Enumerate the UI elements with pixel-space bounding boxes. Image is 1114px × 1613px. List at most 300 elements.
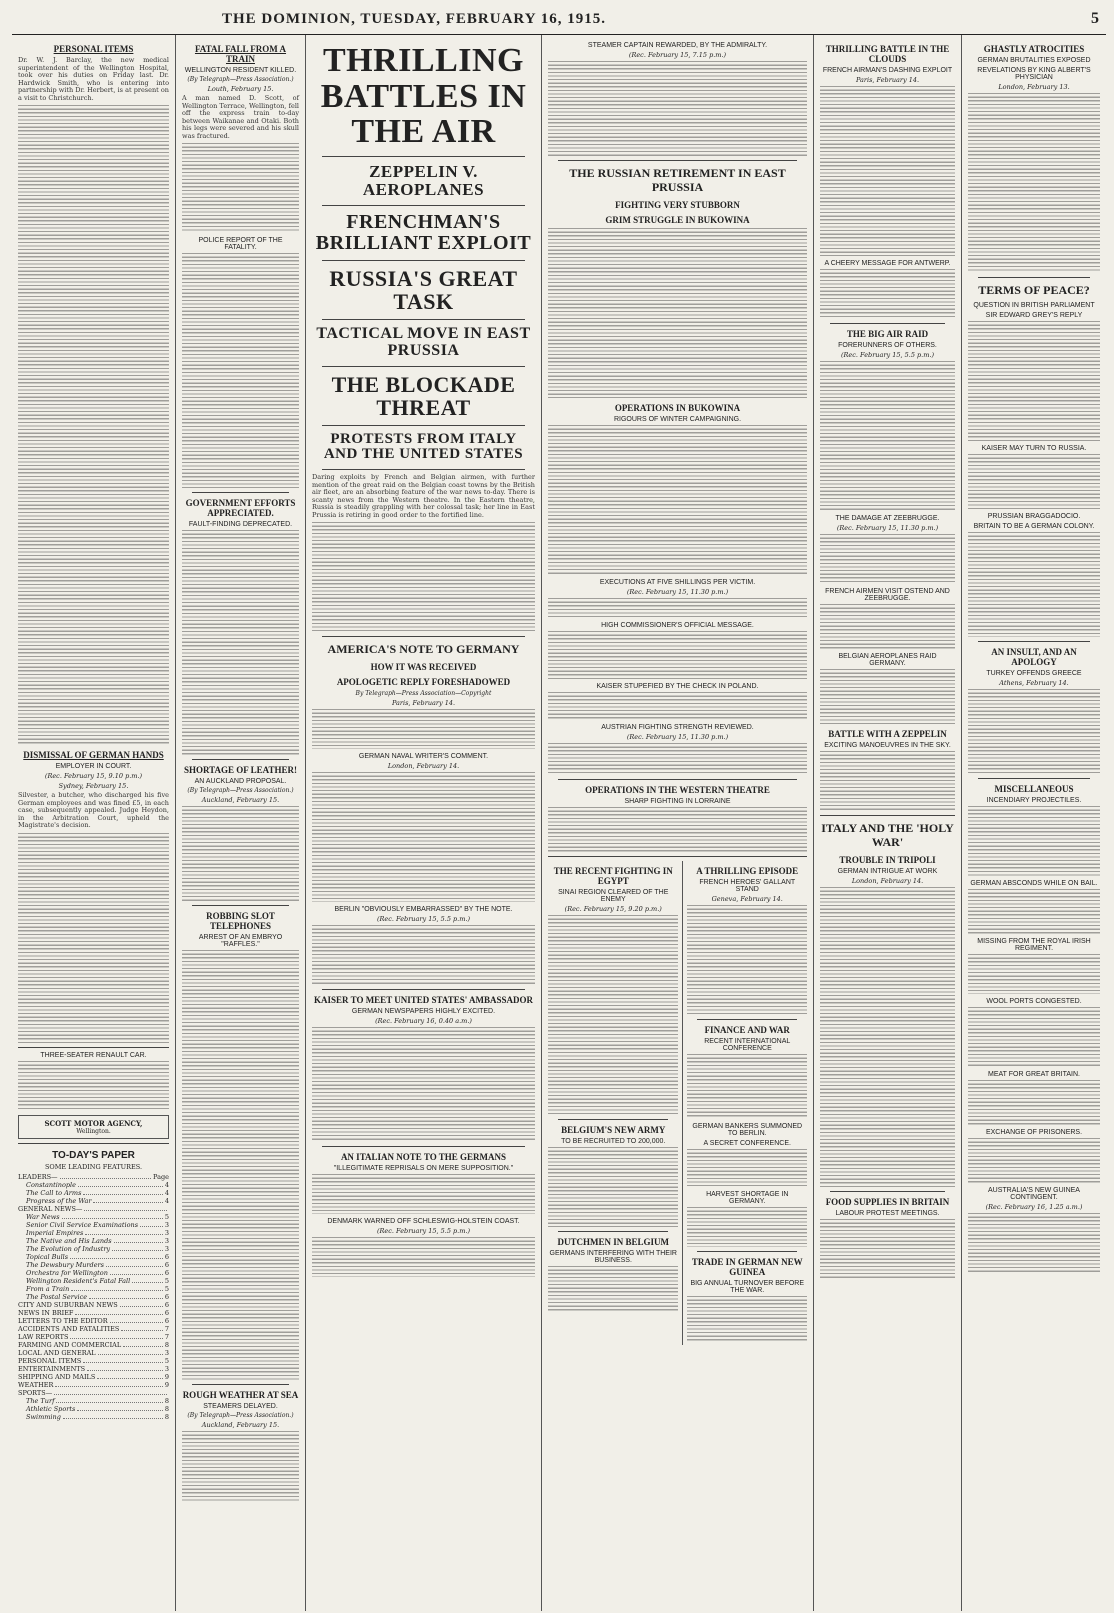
article-body bbox=[548, 598, 807, 618]
leader-dots bbox=[63, 1413, 163, 1419]
contents-entry-label: Orchestra for Wellington bbox=[26, 1268, 108, 1277]
sinai-heading: SINAI REGION CLEARED OF THE ENEMY bbox=[558, 888, 669, 903]
finance-war-heading: FINANCE AND WAR bbox=[704, 1024, 790, 1035]
agency-line: (By Telegraph—Press Association.) bbox=[187, 787, 294, 794]
article-body bbox=[820, 604, 955, 649]
article-body bbox=[312, 709, 535, 749]
article-body bbox=[548, 425, 807, 575]
article-body bbox=[18, 105, 169, 745]
divider bbox=[322, 989, 525, 990]
contents-entry-page: Page bbox=[153, 1172, 169, 1181]
contents-entry-page: 8 bbox=[164, 1340, 169, 1349]
dateline-place: London, February 14. bbox=[387, 762, 460, 771]
masthead bbox=[12, 4, 1106, 35]
contents-entry-label: NEWS IN BRIEF bbox=[18, 1308, 74, 1317]
america-note-heading: AMERICA'S NOTE TO GERMANY bbox=[327, 642, 520, 657]
contents-entry-page: 3 bbox=[164, 1244, 169, 1253]
contents-entry-label: LOCAL AND GENERAL bbox=[18, 1348, 96, 1357]
contents-entry-label: The Postal Service bbox=[26, 1292, 88, 1301]
tripoli-heading: TROUBLE IN TRIPOLI bbox=[839, 854, 936, 865]
leader-dots bbox=[84, 1205, 167, 1211]
divider bbox=[978, 277, 1090, 278]
divider bbox=[978, 641, 1090, 642]
contents-entry-label: LETTERS TO THE EDITOR bbox=[18, 1316, 108, 1325]
contents-entry bbox=[18, 1381, 169, 1389]
column-atrocities bbox=[962, 35, 1106, 1611]
divider bbox=[322, 469, 525, 470]
article-body bbox=[312, 1027, 535, 1142]
terms-peace-heading: TERMS OF PEACE? bbox=[978, 283, 1090, 297]
motor-advert bbox=[18, 1115, 169, 1139]
divider bbox=[322, 636, 525, 637]
article-body bbox=[312, 1237, 535, 1277]
australia-guinea-heading: AUSTRALIA'S NEW GUINEA CONTINGENT. bbox=[988, 1186, 1080, 1201]
french-exploit-heading: FRENCH AIRMAN'S DASHING EXPLOIT bbox=[822, 67, 953, 74]
war-summary: Daring exploits by French and Belgian airmen, with further mention of the great raid on the Belgian coast towns by the British air fleet, are an absorbing feature of the war news to-day. There is scanty news from the Western theatre. In the Eastern theatre, Russia is steadily grappling with her colossal task; her line in East Prussia is retiring in good order to the fortified line. bbox=[312, 473, 535, 519]
contents-entry-label: SHIPPING AND MAILS bbox=[18, 1372, 96, 1381]
belgium-sub-heading: TO BE RECRUITED TO 200,000. bbox=[561, 1137, 666, 1145]
leader-dots bbox=[62, 1213, 163, 1219]
article-body bbox=[182, 950, 299, 1380]
contents-entry bbox=[18, 1357, 169, 1365]
berlin-heading: BERLIN "OBVIOUSLY EMBARRASSED" BY THE NOTE. bbox=[334, 906, 513, 914]
contents-entry bbox=[18, 1309, 169, 1317]
article-body bbox=[182, 530, 299, 755]
leader-dots bbox=[114, 1237, 163, 1243]
dateline-place: Geneva, February 14. bbox=[711, 894, 783, 903]
contents-entry-label: Wellington Resident's Fatal Fall bbox=[26, 1276, 131, 1285]
damage-heading: THE DAMAGE AT ZEEBRUGGE. bbox=[835, 515, 940, 522]
leader-dots bbox=[78, 1181, 163, 1187]
fatal-fall-subheading: WELLINGTON RESIDENT KILLED. bbox=[184, 67, 297, 74]
dateline: (Rec. February 15, 5.5 p.m.) bbox=[376, 915, 471, 924]
contents-entry-label: Constantinople bbox=[26, 1180, 76, 1189]
divider bbox=[322, 425, 525, 426]
divider bbox=[322, 1146, 525, 1147]
steamer-captain-heading: STEAMER CAPTAIN REWARDED, BY THE ADMIRALTY. bbox=[587, 42, 768, 49]
advert-title: SCOTT MOTOR AGENCY, bbox=[44, 1118, 143, 1128]
personal-intro: Dr. W. J. Barclay, the new medical superintendent of the Wellington Hospital, took over his duties on Friday last. Dr. Hardwick Smith, who is entering into partnership with Dr. Herbert, is at present on a visit to Christchurch. bbox=[18, 56, 169, 102]
dutchmen-sub-heading: GERMANS INTERFERING WITH THEIR BUSINESS. bbox=[549, 1249, 677, 1264]
egypt-heading: THE RECENT FIGHTING IN EGYPT bbox=[553, 865, 673, 886]
contents-entry-label: The Dewsbury Murders bbox=[26, 1260, 104, 1269]
dateline-place: Auckland, February 15. bbox=[201, 796, 280, 804]
dateline: (Rec. February 15, 5.5 p.m.) bbox=[376, 1227, 471, 1236]
naval-writer-heading: GERMAN NAVAL WRITER'S COMMENT. bbox=[358, 753, 489, 761]
contents-entry-label: Athletic Sports bbox=[26, 1404, 76, 1413]
denmark-heading: DENMARK WARNED OFF SCHLESWIG-HOLSTEIN COAST. bbox=[327, 1218, 520, 1226]
article-body bbox=[548, 807, 807, 852]
kaiser-russia-heading: KAISER MAY TURN TO RUSSIA. bbox=[981, 444, 1087, 452]
misc-heading: MISCELLANEOUS bbox=[994, 783, 1074, 794]
leader-dots bbox=[120, 1301, 163, 1307]
leader-dots bbox=[89, 1293, 163, 1299]
main-headline: THRILLING BATTLES IN THE AIR bbox=[320, 42, 527, 151]
article-body bbox=[968, 1080, 1100, 1125]
contents-entry-page: 6 bbox=[164, 1300, 169, 1309]
todays-paper-heading: TO-DAY'S PAPER bbox=[52, 1149, 135, 1161]
contents-entry-label: ACCIDENTS AND FATALITIES bbox=[18, 1324, 120, 1333]
grim-struggle-heading: GRIM STRUGGLE IN BUKOWINA bbox=[605, 214, 750, 225]
prussian-heading: PRUSSIAN BRAGGADOCIO. bbox=[987, 512, 1081, 520]
leader-dots bbox=[56, 1397, 162, 1403]
article-body bbox=[312, 925, 535, 985]
divider bbox=[192, 759, 289, 760]
leader-dots bbox=[123, 1341, 163, 1347]
contents-entry bbox=[18, 1341, 169, 1349]
dateline-place: Athens, February 14. bbox=[999, 678, 1069, 687]
contents-entry bbox=[18, 1317, 169, 1325]
contents-entry bbox=[18, 1293, 169, 1301]
dateline-place: Paris, February 14. bbox=[855, 76, 920, 84]
leader-dots bbox=[112, 1245, 163, 1251]
contents-entry bbox=[18, 1245, 169, 1253]
employer-subheading: EMPLOYER IN COURT. bbox=[55, 763, 132, 770]
contents-entry bbox=[18, 1197, 169, 1205]
forerunners-heading: FORERUNNERS OF OTHERS. bbox=[838, 342, 937, 349]
contents-entry-page: 8 bbox=[164, 1404, 169, 1413]
leader-dots bbox=[83, 1189, 162, 1195]
contents-entry bbox=[18, 1333, 169, 1341]
leader-dots bbox=[70, 1253, 163, 1259]
leader-dots bbox=[110, 1317, 163, 1323]
dateline-place: Louth, February 15. bbox=[207, 85, 274, 93]
leader-dots bbox=[71, 1285, 163, 1291]
contents-entry bbox=[18, 1221, 169, 1229]
divider bbox=[830, 1191, 945, 1192]
contents-entry-page: 3 bbox=[164, 1364, 169, 1373]
leader-dots bbox=[85, 1229, 162, 1235]
article-body bbox=[312, 522, 535, 632]
divider bbox=[18, 1143, 169, 1144]
fighting-stubborn-heading: FIGHTING VERY STUBBORN bbox=[615, 199, 740, 210]
absconds-heading: GERMAN ABSCONDS WHILE ON BAIL. bbox=[970, 879, 1098, 887]
column-personal bbox=[12, 35, 176, 1611]
article-body bbox=[820, 534, 955, 584]
column-war-news bbox=[306, 35, 542, 1611]
contents-entry bbox=[18, 1205, 169, 1213]
page-number: 5 bbox=[1091, 10, 1100, 27]
labour-heading: LABOUR PROTEST MEETINGS. bbox=[835, 1209, 940, 1217]
kaiser-heading: KAISER TO MEET UNITED STATES' AMBASSADOR bbox=[314, 995, 533, 1006]
contents-entry-label: GENERAL NEWS— bbox=[18, 1204, 83, 1213]
article-body bbox=[548, 631, 807, 679]
fault-finding-subheading: FAULT-FINDING DEPRECATED. bbox=[188, 521, 293, 528]
leader-dots bbox=[83, 1357, 163, 1363]
contents-entry-label: From a Train bbox=[26, 1284, 70, 1293]
divider bbox=[322, 366, 525, 367]
ghastly-heading: GHASTLY ATROCITIES bbox=[983, 44, 1085, 54]
article-body bbox=[968, 532, 1100, 637]
leader-dots bbox=[87, 1365, 163, 1371]
contents-entry-page: 5 bbox=[164, 1276, 169, 1285]
leader-dots bbox=[106, 1261, 163, 1267]
divider bbox=[192, 1384, 289, 1385]
apologetic-heading: APOLOGETIC REPLY FORESHADOWED bbox=[336, 677, 511, 688]
contents-entry bbox=[18, 1181, 169, 1189]
dateline: (Rec. February 15, 7.15 p.m.) bbox=[628, 51, 727, 59]
divider bbox=[697, 1251, 797, 1252]
rigours-heading: RIGOURS OF WINTER CAMPAIGNING. bbox=[613, 415, 742, 423]
sub-columns bbox=[548, 861, 807, 1345]
leader-dots bbox=[97, 1373, 163, 1379]
reprisals-heading: "ILLEGITIMATE REPRISALS ON MERE SUPPOSITION." bbox=[333, 1165, 514, 1173]
contents-entry bbox=[18, 1325, 169, 1333]
contents-entry-label: Topical Bulls bbox=[26, 1252, 69, 1261]
turnover-heading: BIG ANNUAL TURNOVER BEFORE THE WAR. bbox=[690, 1279, 805, 1294]
leader-dots bbox=[77, 1405, 163, 1411]
dateline-place: London, February 14. bbox=[851, 876, 924, 885]
agency-line: (By Telegraph—Press Association.) bbox=[187, 76, 294, 83]
lorraine-heading: SHARP FIGHTING IN LORRAINE bbox=[624, 797, 731, 805]
article-body bbox=[968, 93, 1100, 273]
contents-entry-label: War News bbox=[26, 1212, 60, 1221]
leader-dots bbox=[55, 1381, 162, 1387]
fatal-fall-heading: FATAL FALL FROM A TRAIN bbox=[194, 44, 287, 64]
contents-entry-page: 4 bbox=[164, 1188, 169, 1197]
sub-column-right bbox=[683, 861, 807, 1345]
arrest-subheading: ARREST OF AN EMBRYO "RAFFLES." bbox=[198, 934, 283, 948]
contents-entry-label: ENTERTAINMENTS bbox=[18, 1364, 86, 1373]
headline-protests: PROTESTS FROM ITALY AND THE UNITED STATES bbox=[323, 430, 524, 463]
question-heading: QUESTION IN BRITISH PARLIAMENT bbox=[973, 301, 1095, 309]
personal-items-heading: PERSONAL ITEMS bbox=[53, 44, 134, 54]
article-body bbox=[968, 454, 1100, 509]
contents-entry-page: 4 bbox=[164, 1180, 169, 1189]
article-body bbox=[687, 1207, 807, 1247]
contents-entry-label: The Turf bbox=[26, 1396, 55, 1405]
thrilling-episode-heading: A THRILLING EPISODE bbox=[696, 865, 799, 876]
shortage-heading: SHORTAGE OF LEATHER! bbox=[183, 765, 298, 775]
contents-entry bbox=[18, 1349, 169, 1357]
divider bbox=[322, 156, 525, 157]
secret-conf-heading: A SECRET CONFERENCE. bbox=[703, 1139, 791, 1147]
belgium-army-heading: BELGIUM'S NEW ARMY bbox=[561, 1124, 666, 1135]
contents-entry bbox=[18, 1229, 169, 1237]
employer-text: Silvester, a butcher, who discharged his five German employees and was fined £5, in each case, subsequently appealed. Judge Heydon, in the Arbitration Court, upheld the Magistrate's decision. bbox=[18, 791, 169, 829]
wool-ports-heading: WOOL PORTS CONGESTED. bbox=[986, 997, 1082, 1005]
contents-entry bbox=[18, 1189, 169, 1197]
article-body bbox=[687, 1296, 807, 1341]
divider bbox=[322, 260, 525, 261]
dismissal-heading: DISMISSAL OF GERMAN HANDS bbox=[23, 750, 164, 760]
contents-entry-page: 6 bbox=[164, 1260, 169, 1269]
divider bbox=[192, 492, 289, 493]
headline-frenchman: FRENCHMAN'S BRILLIANT EXPLOIT bbox=[315, 210, 532, 254]
article-body bbox=[548, 61, 807, 156]
divider bbox=[558, 160, 797, 161]
contents-entry-page: 3 bbox=[164, 1348, 169, 1357]
contents-entry-page: 3 bbox=[164, 1236, 169, 1245]
contents-entry-page: 3 bbox=[164, 1228, 169, 1237]
french-heroes-heading: FRENCH HEROES' GALLANT STAND bbox=[699, 878, 796, 893]
article-body bbox=[548, 228, 807, 398]
dateline-place: Sydney, February 15. bbox=[58, 782, 129, 790]
divider bbox=[978, 778, 1090, 779]
contents-entry bbox=[18, 1237, 169, 1245]
contents-entry-page: 5 bbox=[164, 1212, 169, 1221]
contents-entry-page: 5 bbox=[164, 1284, 169, 1293]
contents-entry bbox=[18, 1253, 169, 1261]
article-body bbox=[820, 1219, 955, 1279]
contents-entry-page: 9 bbox=[164, 1380, 169, 1389]
fatal-fall-text: A man named D. Scott, of Wellington Terrace, Wellington, fell off the express train to-day between Waikanae and Otaki. Both his legs were severed and his skull was fractured. bbox=[182, 94, 299, 140]
insult-heading: AN INSULT, AND AN APOLOGY bbox=[991, 646, 1077, 667]
contents-entry bbox=[18, 1213, 169, 1221]
dutchmen-heading: DUTCHMEN IN BELGIUM bbox=[557, 1236, 669, 1247]
dateline: (Rec. February 15, 5.5 p.m.) bbox=[840, 351, 935, 359]
article-body bbox=[820, 669, 955, 724]
contents-entry bbox=[18, 1285, 169, 1293]
leader-dots bbox=[121, 1325, 163, 1331]
leader-dots bbox=[54, 1389, 167, 1395]
leader-dots bbox=[132, 1277, 163, 1283]
western-ops-heading: OPERATIONS IN THE WESTERN THEATRE bbox=[585, 784, 770, 795]
article-body bbox=[820, 86, 955, 256]
contents-entry bbox=[18, 1365, 169, 1373]
contents-entry-label: LEADERS— bbox=[18, 1172, 58, 1181]
contents-entry-label: Senior Civil Service Examinations bbox=[26, 1220, 139, 1229]
contents-entry-label: Imperial Empires bbox=[26, 1228, 84, 1237]
thrilling-clouds-heading: THRILLING BATTLE IN THE CLOUDS bbox=[825, 44, 950, 64]
article-body bbox=[968, 1007, 1100, 1067]
divider bbox=[322, 205, 525, 206]
ops-bukowina-heading: OPERATIONS IN BUKOWINA bbox=[614, 402, 741, 413]
article-body bbox=[968, 1213, 1100, 1273]
dateline-place: Auckland, February 15. bbox=[201, 1421, 280, 1429]
article-body bbox=[968, 1138, 1100, 1183]
contents-entry-label: PERSONAL ITEMS bbox=[18, 1356, 82, 1365]
contents-entry-label: Swimming bbox=[26, 1412, 61, 1421]
leader-dots bbox=[70, 1333, 162, 1339]
dateline-place: Paris, February 14. bbox=[391, 699, 456, 708]
contents-entry bbox=[18, 1277, 169, 1285]
contents-entry-label: SPORTS— bbox=[18, 1388, 53, 1397]
executions-heading: EXECUTIONS AT FIVE SHILLINGS PER VICTIM. bbox=[599, 578, 756, 586]
belgian-raid-heading: BELGIAN AEROPLANES RAID GERMANY. bbox=[838, 653, 937, 667]
incendiary-heading: INCENDIARY PROJECTILES. bbox=[986, 796, 1082, 804]
headline-zeppelin: ZEPPELIN V. AEROPLANES bbox=[362, 162, 485, 199]
article-body bbox=[18, 833, 169, 1043]
contents-entry bbox=[18, 1413, 169, 1421]
dateline: (Rec. February 15, 11.30 p.m.) bbox=[626, 587, 729, 596]
contents-list bbox=[18, 1173, 169, 1421]
divider bbox=[192, 905, 289, 906]
divider bbox=[558, 779, 797, 780]
article-body bbox=[548, 1147, 678, 1227]
article-body bbox=[968, 954, 1100, 994]
contents-entry-label: CITY AND SUBURBAN NEWS bbox=[18, 1300, 118, 1309]
article-body bbox=[820, 751, 955, 811]
dateline-place: London, February 13. bbox=[998, 83, 1070, 91]
divider bbox=[697, 1019, 797, 1020]
contents-entry-page: 6 bbox=[164, 1252, 169, 1261]
masthead-title: THE DOMINION, TUESDAY, FEBRUARY 16, 1915. bbox=[222, 10, 607, 27]
contents-entry-label: The Native and His Lands bbox=[26, 1236, 112, 1245]
dateline: (Rec. February 15, 11.30 p.m.) bbox=[836, 524, 939, 532]
auckland-subheading: AN AUCKLAND PROPOSAL. bbox=[194, 778, 287, 785]
zeppelin-battle-heading: BATTLE WITH A ZEPPELIN bbox=[828, 729, 947, 739]
article-body bbox=[182, 1431, 299, 1501]
article-body bbox=[312, 772, 535, 902]
article-body bbox=[687, 1054, 807, 1119]
harvest-heading: HARVEST SHORTAGE IN GERMANY. bbox=[706, 1190, 789, 1205]
brutalities-heading: GERMAN BRUTALITIES EXPOSED bbox=[977, 57, 1091, 64]
article-body bbox=[687, 1149, 807, 1187]
contents-entry-page: 6 bbox=[164, 1268, 169, 1277]
rough-weather-heading: ROUGH WEATHER AT SEA bbox=[182, 1390, 299, 1400]
divider bbox=[548, 856, 807, 857]
contents-entry-page: 3 bbox=[164, 1220, 169, 1229]
column-local bbox=[176, 35, 306, 1611]
article-body bbox=[968, 689, 1100, 774]
italian-note-heading: AN ITALIAN NOTE TO THE GERMANS bbox=[340, 1152, 507, 1163]
headline-prussia: TACTICAL MOVE IN EAST PRUSSIA bbox=[316, 324, 531, 359]
trade-heading: TRADE IN GERMAN NEW GUINEA bbox=[691, 1256, 803, 1277]
police-report-heading: POLICE REPORT OF THE FATALITY. bbox=[198, 237, 283, 251]
article-body bbox=[820, 887, 955, 1187]
divider bbox=[830, 323, 945, 324]
divider bbox=[18, 1047, 169, 1048]
renault-heading: THREE-SEATER RENAULT CAR. bbox=[40, 1051, 147, 1059]
sub-column-left bbox=[548, 861, 683, 1345]
article-body bbox=[182, 143, 299, 233]
article-body bbox=[968, 889, 1100, 934]
missing-heading: MISSING FROM THE ROYAL IRISH REGIMENT. bbox=[977, 937, 1091, 952]
contents-entry-page: 6 bbox=[164, 1308, 169, 1317]
italy-holy-heading: ITALY AND THE 'HOLY WAR' bbox=[821, 821, 954, 849]
leader-dots bbox=[60, 1173, 151, 1179]
article-body bbox=[820, 269, 955, 319]
article-body bbox=[182, 253, 299, 488]
article-body bbox=[548, 1266, 678, 1311]
manoeuvres-heading: EXCITING MANOEUVRES IN THE SKY. bbox=[824, 742, 951, 749]
contents-entry bbox=[18, 1405, 169, 1413]
article-body bbox=[548, 743, 807, 775]
leader-dots bbox=[75, 1309, 162, 1315]
divider bbox=[558, 1231, 668, 1232]
article-body bbox=[182, 806, 299, 901]
gov-efforts-heading: GOVERNMENT EFFORTS APPRECIATED. bbox=[185, 498, 296, 518]
contents-entry-page: 6 bbox=[164, 1316, 169, 1325]
advert-sub: Wellington. bbox=[76, 1127, 111, 1135]
turkey-heading: TURKEY OFFENDS GREECE bbox=[986, 669, 1082, 677]
leader-dots bbox=[110, 1269, 163, 1275]
german-papers-heading: GERMAN NEWSPAPERS HIGHLY EXCITED. bbox=[351, 1008, 496, 1016]
revelations-heading: REVELATIONS BY KING ALBERT'S PHYSICIAN bbox=[977, 67, 1091, 81]
dateline: (Rec. February 15, 11.30 p.m.) bbox=[626, 732, 729, 741]
contents-entry bbox=[18, 1269, 169, 1277]
meat-heading: MEAT FOR GREAT BRITAIN. bbox=[988, 1070, 1080, 1078]
britain-colony-heading: BRITAIN TO BE A GERMAN COLONY. bbox=[973, 522, 1095, 530]
austrian-strength-heading: AUSTRIAN FIGHTING STRENGTH REVIEWED. bbox=[601, 723, 754, 731]
advert-body bbox=[18, 1061, 169, 1111]
contents-entry-label: LAW REPORTS bbox=[18, 1332, 69, 1341]
headline-russia: RUSSIA'S GREAT TASK bbox=[329, 265, 518, 314]
food-heading: FOOD SUPPLIES IN BRITAIN bbox=[825, 1196, 950, 1207]
divider bbox=[322, 319, 525, 320]
dateline: (Rec. February 16, 1.25 a.m.) bbox=[985, 1202, 1083, 1211]
column-air-war bbox=[814, 35, 962, 1611]
leader-dots bbox=[98, 1349, 163, 1355]
contents-entry-page: 7 bbox=[164, 1332, 169, 1341]
air-raid-heading: THE BIG AIR RAID bbox=[846, 329, 929, 339]
contents-entry-page: 8 bbox=[164, 1412, 169, 1421]
article-body bbox=[548, 692, 807, 720]
leader-dots bbox=[140, 1221, 163, 1227]
contents-entry bbox=[18, 1389, 169, 1397]
cheery-heading: A CHEERY MESSAGE FOR ANTWERP. bbox=[824, 260, 951, 267]
